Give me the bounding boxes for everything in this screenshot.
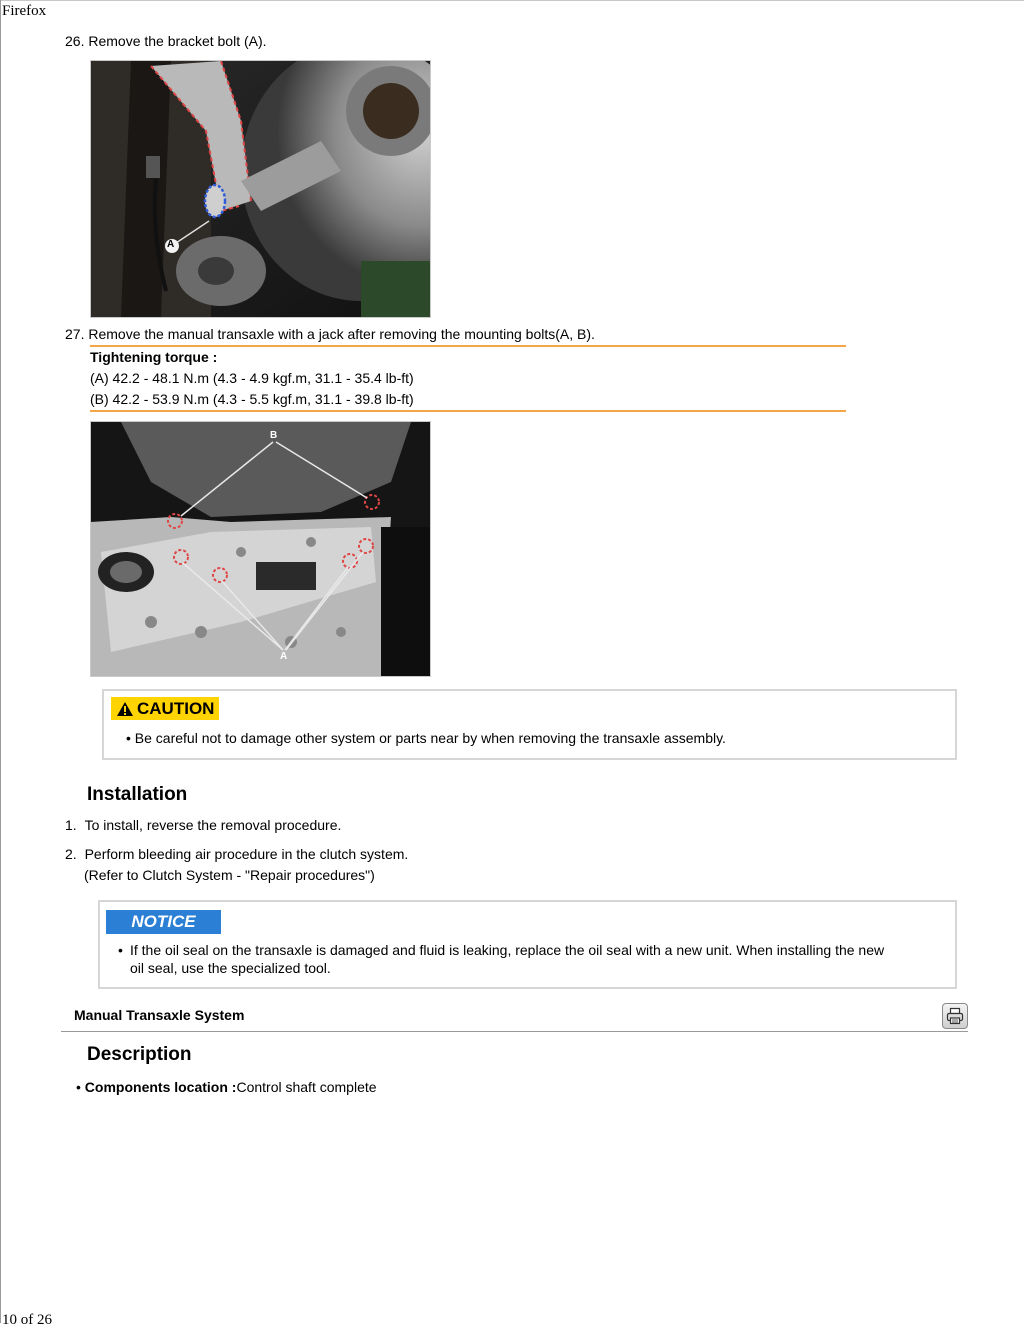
transaxle-bolts-photo <box>90 421 431 677</box>
notice-box <box>98 900 957 989</box>
step-26: 26. Remove the bracket bolt (A). <box>65 33 267 49</box>
figure1-label-a: A <box>167 239 175 250</box>
section-title: Manual Transaxle System <box>74 1007 245 1023</box>
torque-line-a: (A) 42.2 - 48.1 N.m (4.3 - 4.9 kgf.m, 31.1 - 35.4 lb-ft) <box>90 370 414 386</box>
installation-item-1 <box>65 815 341 836</box>
bracket-bolt-illustration <box>91 61 430 317</box>
notice-badge: NOTICE <box>106 910 221 934</box>
caution-badge <box>111 697 219 720</box>
notice-text <box>130 941 950 977</box>
warning-icon <box>116 701 134 717</box>
description-value: Control shaft complete <box>236 1079 377 1095</box>
top-border <box>0 0 1024 1</box>
figure2-label-a: A <box>280 651 288 662</box>
caution-box <box>102 689 957 760</box>
printer-icon <box>946 1007 964 1025</box>
description-label: Components location : <box>84 1079 237 1095</box>
description-heading: Description <box>87 1044 192 1065</box>
description-bullet: • <box>76 1079 81 1095</box>
bracket-bolt-photo <box>90 60 431 318</box>
print-button[interactable] <box>942 1003 968 1029</box>
installation-item-1-text: To install, reverse the removal procedure. <box>84 817 342 833</box>
figure2-label-b: B <box>270 430 278 441</box>
torque-bottom-rule <box>90 410 846 412</box>
left-border <box>0 0 1 1323</box>
notice-bullet: • <box>118 942 123 958</box>
transaxle-bolts-illustration <box>91 422 430 676</box>
caution-label: CAUTION <box>137 699 215 718</box>
section-divider <box>61 1031 968 1032</box>
caution-text: • Be careful not to damage other system or parts near by when removing the transaxle assembly. <box>126 730 726 746</box>
step-27: 27. Remove the manual transaxle with a jack after removing the mounting bolts(A, B). <box>65 326 595 342</box>
torque-spec <box>90 347 414 410</box>
installation-item-2-text: Perform bleeding air procedure in the clutch system. <box>84 846 409 862</box>
installation-heading: Installation <box>87 784 188 805</box>
installation-item-2-num: 2. <box>65 846 77 862</box>
notice-line-2: oil seal, use the specialized tool. <box>130 960 331 976</box>
installation-refer: (Refer to Clutch System - "Repair procedures") <box>84 867 375 883</box>
browser-title: Firefox <box>2 3 47 19</box>
notice-line-1: If the oil seal on the transaxle is damaged and fluid is leaking, replace the oil seal with a new unit. When installing the new <box>130 942 885 958</box>
torque-line-b: (B) 42.2 - 53.9 N.m (4.3 - 5.5 kgf.m, 31.1 - 39.8 lb-ft) <box>90 391 414 407</box>
description-item <box>76 1079 377 1095</box>
torque-heading: Tightening torque : <box>90 349 218 365</box>
page-number: 10 of 26 <box>2 1312 52 1328</box>
installation-item-2 <box>65 844 408 865</box>
installation-item-1-num: 1. <box>65 817 77 833</box>
